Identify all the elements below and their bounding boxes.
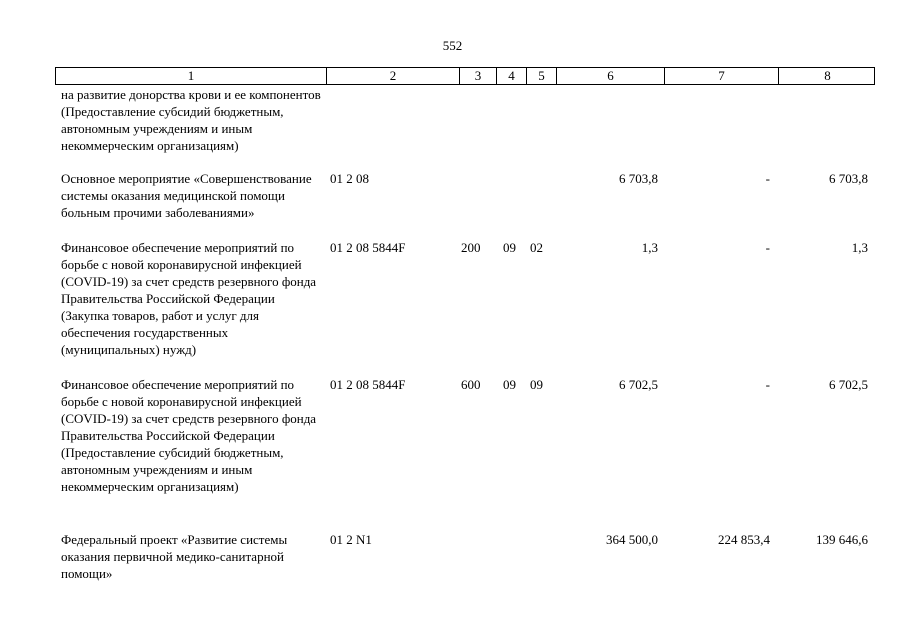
column-header-1: 1 — [187, 68, 195, 83]
row-code: 01 2 08 5844F — [330, 377, 406, 392]
row-code: 01 2 N1 — [330, 532, 372, 547]
row-section: 09 — [503, 377, 516, 392]
row-section: 09 — [503, 240, 516, 255]
row-value-col6: 1,3 — [641, 240, 658, 255]
row-value-col8: 139 646,6 — [816, 532, 868, 547]
table-row — [55, 86, 875, 170]
row-name: на развитие донорства крови и ее компонентов (Предоставление субсидий бюджетным, автономным учреждениям и иным некоммерческим организациям) — [61, 87, 321, 153]
column-header-2: 2 — [326, 68, 459, 84]
table-row — [55, 531, 875, 591]
row-value-col6: 364 500,0 — [606, 532, 658, 547]
row-name: Основное мероприятие «Совершенствование системы оказания медицинской помощи больным прочими заболеваниями» — [61, 171, 312, 220]
row-name: Федеральный проект «Развитие системы оказания первичной медико-санитарной помощи» — [61, 532, 288, 581]
row-value-col8: 1,3 — [851, 240, 868, 255]
table-row — [55, 376, 875, 531]
row-value-col8: 6 702,5 — [829, 377, 868, 392]
row-subsection: 02 — [530, 240, 543, 255]
column-header-5: 5 — [526, 68, 556, 84]
row-code: 01 2 08 5844F — [330, 240, 406, 255]
column-header-6: 6 — [556, 68, 664, 84]
table-row — [55, 239, 875, 376]
column-header-3: 3 — [459, 68, 496, 84]
row-value-col8: 6 703,8 — [829, 171, 868, 186]
table-body — [55, 86, 875, 591]
row-name: Финансовое обеспечение мероприятий по борьбе с новой коронавирусной инфекцией (COVID-19) за счет средств резервного фонда Правительства Российской Федерации (Предоставление субсидий бюджетным, автономным учреждениям и иным некоммерческим организациям) — [61, 377, 317, 494]
row-value-col7: - — [765, 377, 770, 392]
row-subsection: 09 — [530, 377, 543, 392]
page-number: 552 — [442, 38, 463, 53]
row-name: Финансовое обеспечение мероприятий по борьбе с новой коронавирусной инфекцией (COVID-19) за счет средств резервного фонда Правительства Российской Федерации (Закупка товаров, работ и услуг для обеспечения государственных (муниципальных) нужд) — [61, 240, 317, 357]
column-header-4: 4 — [496, 68, 526, 84]
column-header-8: 8 — [778, 68, 876, 84]
table-column-header-row — [55, 67, 875, 85]
table-row — [55, 170, 875, 239]
row-value-col6: 6 703,8 — [619, 171, 658, 186]
row-expense-type: 200 — [461, 240, 481, 255]
row-value-col7: 224 853,4 — [718, 532, 770, 547]
row-expense-type: 600 — [461, 377, 481, 392]
row-code: 01 2 08 — [330, 171, 369, 186]
row-value-col7: - — [765, 240, 770, 255]
row-value-col7: - — [765, 171, 770, 186]
column-header-7: 7 — [664, 68, 778, 84]
row-value-col6: 6 702,5 — [619, 377, 658, 392]
